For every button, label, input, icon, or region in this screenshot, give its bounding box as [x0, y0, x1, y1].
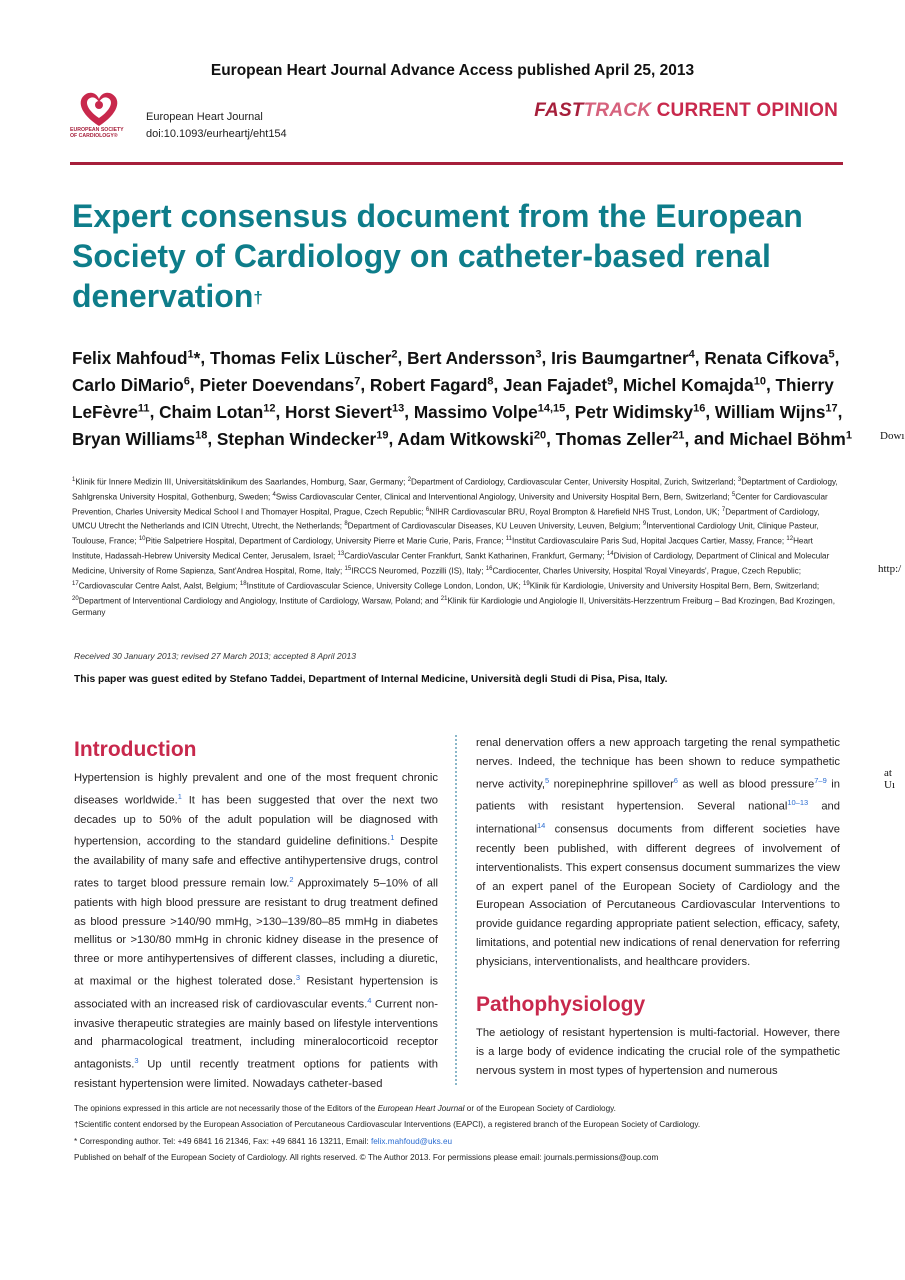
author-affiliation-ref: 4	[688, 348, 695, 360]
margin-text-at: at Uı	[884, 767, 895, 791]
citation-ref: 3	[134, 1056, 139, 1066]
author-name: Thomas Zeller	[555, 429, 673, 450]
author-affiliation-ref: 16	[693, 402, 706, 415]
author-name: Pieter Doevendans	[199, 374, 355, 395]
affiliations	[72, 474, 844, 619]
margin-text-url[interactable]: http:/	[878, 563, 902, 575]
body-text: consensus documents from different societies have recently been published, with different degrees of involvement of interventionalists. This expert consensus document summarizes the view of an expert panel of the European Society of Cardiology and the European Association of Percutaneous Cardiovascular Interventions to provide guidance regarding appropriate patient selection, efficacy, safety, limitations, and potential new indications of renal denervation for referring physicians, interventionalists, and healthcare providers.	[476, 823, 840, 969]
author-name: Bert Andersson	[407, 347, 536, 368]
affiliation-text: Swiss Cardiovascular Center, Clinical and Interventional Angiology, University and University Hospital Bern, Bern, Switzerland;	[275, 492, 732, 502]
footnote-opinion	[74, 1101, 844, 1117]
author-affiliation-ref: 18	[195, 429, 208, 442]
section-label	[534, 100, 838, 122]
affiliation-number: 6	[425, 506, 430, 513]
affiliation-number: 20	[72, 595, 79, 602]
corresponding-text: * Corresponding author. Tel: +49 6841 16 21346, Fax: +49 6841 16 13211, Email:	[74, 1136, 371, 1146]
body-text: renal denervation offers a new approach targeting the renal sympathetic nerves. Indeed, the technique has been shown to reduce sympathetic nerve activity,	[476, 737, 840, 791]
affiliation-number: 15	[344, 565, 352, 572]
author-affiliation-ref: 2	[391, 348, 398, 360]
current-opinion: CURRENT OPINION	[651, 100, 838, 121]
affiliation-number: 9	[642, 521, 647, 528]
affiliation-text: Pitie Salpetriere Hospital, Department of Cardiology, University Pierre et Marie Curie, Paris, France;	[145, 536, 506, 546]
received-dates: Received 30 January 2013; revised 27 March 2013; accepted 8 April 2013	[74, 651, 357, 661]
track-word: TRACK	[583, 100, 652, 121]
author-affiliation-ref: 19	[376, 429, 389, 442]
author	[397, 429, 546, 449]
author: Felix Mahfoud$^1$*	[72, 347, 201, 368]
affiliation-text: Interventional Cardiology Unit, Clinique Pasteur, Toulouse, France;	[72, 522, 819, 546]
affiliation-number: 16	[485, 565, 493, 572]
author-affiliation-ref: 12	[263, 402, 276, 415]
affiliation-number: 10	[138, 536, 146, 543]
citation-ref: 10–13	[787, 798, 809, 808]
body-text: Hypertension is highly prevalent and one of the most frequent chronic diseases worldwide.	[74, 772, 438, 807]
pathophysiology-heading: Pathophysiology	[476, 993, 646, 1016]
author	[285, 402, 404, 422]
advance-access-line: European Heart Journal Advance Access published April 25, 2013	[210, 62, 695, 79]
author-name: Michel Komajda	[622, 374, 754, 395]
column-divider	[455, 735, 457, 1085]
citation-ref: 3	[295, 973, 301, 983]
author-affiliation-ref: 21	[672, 429, 685, 442]
author	[159, 402, 275, 422]
article-title	[72, 196, 842, 316]
guest-editor-note: This paper was guest edited by Stefano Taddei, Department of Internal Medicine, Università degli Studi di Pisa, Pisa, Italy.	[74, 674, 668, 685]
pathophysiology-body: The aetiology of resistant hypertension is multi-factorial. However, there is a large body of evidence indicating the crucial role of the sympathetic nervous system in most types of hypertension and numerous	[476, 1027, 840, 1077]
affiliation-text: Institut Cardiovasculaire Paris Sud, Hopital Jacques Cartier, Massy, France;	[511, 536, 787, 546]
title-text: Expert consensus document from the European Society of Cardiology on catheter-based renal denervation	[72, 198, 803, 314]
author-name: William Wijns	[714, 402, 826, 423]
citation-ref: 5	[544, 775, 550, 785]
footnote-journal: European Heart Journal	[377, 1104, 465, 1113]
author-list: Felix Mahfoud$^1$*, Thomas Felix Lüscher$^2$, Bert Andersson$^3$, Iris Baumgartner$^4$, Renata Cifkova$^5$, Carlo DiMario$^6$, Pieter Doevendans$^7$, Robert Fagard$^8$, Jean Fajadet$^9$, Michel Komajda$^{10}$, Thierry LeFèvre$^{11}$, Chaim Lotan$^{12}$, Horst Sievert$^{13}$, Massimo Volpe$^{14,15}$, Petr Widimsky$^{16}$, William Wijns$^{17}$, Bryan Williams$^{18}$, Stephan Windecker$^{19}$, Adam Witkowski$^{20}$, Thomas Zeller$^{21}$, and Michael Böhm$^1$	[72, 347, 852, 450]
author-name: Bryan Williams	[72, 429, 196, 450]
affiliation-text: CardioVascular Center Frankfurt, Sankt Katharinen, Frankfurt, Germany;	[344, 551, 607, 561]
author-name: Jean Fajadet	[503, 374, 608, 395]
affiliation-number: 14	[606, 551, 614, 558]
author-name: Thomas Felix Lüscher	[209, 347, 392, 368]
affiliation-number: 19	[523, 580, 530, 587]
author-name: Michael Böhm	[729, 429, 846, 450]
author-name: Adam Witkowski	[397, 429, 534, 450]
author-name: Carlo DiMario	[72, 374, 184, 395]
logo-caption: EUROPEAN SOCIETY OF CARDIOLOGY®	[70, 127, 124, 139]
author	[623, 375, 766, 395]
affiliation-number: 8	[344, 521, 348, 528]
author-name: Renata Cifkova	[704, 347, 829, 368]
author	[72, 429, 207, 449]
body-text: as well as blood pressure	[677, 778, 815, 791]
body-text: norepinephrine spillover	[549, 778, 674, 791]
author	[414, 402, 565, 422]
body-text: Up until recently treatment options for patients with resistant hypertension were limited. Nowadays catheter-based	[74, 1059, 438, 1090]
author-affiliation-ref: 10	[753, 375, 766, 388]
citation-ref: 4	[367, 995, 372, 1005]
body-text: Despite the availability of many safe and effective antihypertensive drugs, control rates to target blood pressure remain low.	[74, 836, 438, 890]
author	[503, 375, 613, 395]
author	[729, 429, 852, 449]
author-affiliation-ref: 20	[533, 429, 547, 442]
body-text: in patients with resistant hypertension. Several national	[476, 778, 840, 814]
journal-info	[146, 109, 287, 143]
affiliation-number: 21	[440, 595, 448, 602]
author	[199, 375, 360, 395]
body-text: Approximately 5–10% of all patients with high blood pressure are resistant to drug treatment defined as blood pressure >140/90 mmHg, >130–139/80–85 mmHg in diabetes mellitus or >130/80 mmHg in chronic kidney disease in the presence of three or more antihypertensives of different classes, including a diuretic, at maximal or the highest tolerated dose.	[74, 877, 438, 988]
affiliation-number: 7	[721, 506, 726, 513]
author	[715, 402, 838, 422]
journal-name: European Heart Journal	[146, 111, 263, 123]
affiliation-text: Cardiovascular Centre Aalst, Aalst, Belgium;	[78, 581, 240, 591]
author-affiliation-ref: 17	[825, 402, 838, 415]
citation-ref: 2	[289, 875, 294, 884]
footnotes	[74, 1101, 844, 1166]
body-text: Resistant hypertension is associated with an increased risk of cardiovascular events.	[74, 976, 439, 1011]
author	[556, 429, 685, 449]
affiliation-text: Cardiocenter, Charles University, Hospital 'Royal Vineyards', Prague, Czech Republic;	[492, 566, 801, 576]
introduction-body-continued	[476, 734, 840, 972]
author-affiliation-ref: 6	[183, 375, 190, 388]
citation-ref: 1	[390, 833, 395, 843]
affiliation-text: Department of Cardiovascular Diseases, KU Leuven University, Leuven, Belgium;	[347, 522, 643, 532]
doi: doi:10.1093/eurheartj/eht154	[146, 128, 287, 140]
author-name: Massimo Volpe	[413, 402, 538, 423]
footnote-published: Published on behalf of the European Society of Cardiology. All rights reserved. © The Author 2013. For permissions please email: journals.permissions@oup.com	[74, 1152, 659, 1162]
author-name: Iris Baumgartner	[551, 347, 689, 368]
introduction-body	[74, 769, 438, 1094]
citation-ref: 14	[536, 821, 546, 831]
author	[210, 348, 398, 368]
author	[72, 375, 190, 395]
author-affiliation-ref: 3	[535, 348, 542, 360]
affiliation-text: Center for Cardiovascular Prevention, Charles University Medical School I and Thomayer Hospital, Prague, Czech Republic;	[72, 492, 828, 517]
author	[704, 348, 834, 368]
affiliation-number: 5	[731, 491, 736, 498]
header-rule	[70, 162, 843, 165]
affiliation-number: 11	[505, 536, 512, 543]
affiliation-text: Department of Cardiology, Cardiovascular Center, University Hospital, Zurich, Switzerland;	[411, 477, 738, 487]
footnote-opinion-b: or of the European Society of Cardiology.	[464, 1104, 616, 1113]
affiliation-number: 3	[737, 477, 742, 483]
affiliation-text: Deptartment of Cardiology, Sahlgrenska University Hospital, Gothenburg, Sweden;	[72, 477, 838, 502]
affiliation-text: Department of Interventional Cardiology and Angiology, Institute of Cardiology, Warsaw, Poland; and	[78, 596, 441, 606]
margin-text-download: Dowı	[880, 430, 905, 442]
title-mark: †	[253, 288, 263, 307]
footnote-opinion-a: The opinions expressed in this article are not necessarily those of the Editors of the	[74, 1104, 378, 1113]
affiliation-text: Heart Institute, Hadassah-Hebrew University Medical Center, Jerusalem, Israel;	[72, 536, 813, 561]
affiliation-text: Klinik für Kardiologie, University and University Hospital Bern, Bern, Switzerland;	[529, 581, 820, 591]
body-text: It has been suggested that over the next two decades up to 50% of the adult population will be diagnosed with hypertension, according to the standard guideline definitions.	[74, 794, 438, 849]
affiliation-number: 1	[72, 477, 76, 483]
affiliation-number: 17	[72, 580, 79, 587]
affiliation-number: 13	[337, 551, 345, 558]
affiliation-text: Department of Cardiology, UMCU Utrecht the Netherlands and ICIN Utrecht, Utrecht, the Netherlands;	[72, 507, 820, 532]
affiliation-text: IRCCS Neuromed, Pozzilli (IS), Italy;	[351, 566, 486, 576]
affiliation-text: Klinik für Kardiologie und Angiologie II, Universitäts-Herzzentrum Freiburg – Bad Krozingen, Bad Krozingen, Germany	[72, 596, 835, 618]
body-text: Current non-invasive therapeutic strategies are mainly based on lifestyle interventions and pharmacological treatment, including mineralocorticoid receptor antagonists.	[74, 998, 438, 1072]
fast-word: FAST	[534, 100, 584, 121]
affiliation-number: 4	[272, 491, 276, 498]
author-name: Felix Mahfoud	[72, 347, 188, 368]
author-affiliation-ref: 13	[392, 402, 405, 415]
affiliation-text: Division of Cardiology, Department of Clinical and Molecular Medicine, University of Rome Sapienza, Sant'Andrea Hospital, Rome, Italy;	[72, 551, 830, 576]
email-link[interactable]: felix.mahfoud@uks.eu	[370, 1136, 453, 1146]
citation-ref: 6	[673, 775, 678, 785]
author-name: Robert Fagard	[369, 374, 488, 395]
affiliation-text: Institute of Cardiovascular Science, University College London, London, UK;	[246, 581, 523, 591]
author	[370, 375, 494, 395]
footnote-dagger: †Scientific content endorsed by the European Association of Percutaneous Cardiovascular Interventions (EAPCI), a registered branch of the European Society of Cardiology.	[74, 1120, 701, 1130]
author-name: Horst Sievert	[285, 402, 393, 423]
author-affiliation-ref: 1	[187, 348, 194, 360]
citation-ref: 1	[177, 791, 182, 801]
author-affiliation-ref: 14,15	[537, 402, 566, 415]
affiliation-number: 18	[239, 580, 247, 587]
author-affiliation-ref: 9	[607, 375, 614, 388]
esc-heart-logo	[70, 88, 128, 158]
author-name: Petr Widimsky	[574, 402, 694, 423]
introduction-heading: Introduction	[74, 738, 197, 761]
author	[407, 348, 541, 368]
affiliation-text: Klinik für Innere Medizin III, Universitätsklinikum des Saarlandes, Homburg, Saar, Germany;	[75, 477, 408, 487]
affiliation-number: 12	[786, 536, 794, 543]
affiliation-text: NIHR Cardiovascular BRU, Royal Brompton & Harefield NHS Trust, London, UK;	[429, 507, 722, 517]
affiliation-number: 2	[407, 477, 412, 483]
author-affiliation-ref: 1	[845, 429, 852, 442]
author-affiliation-ref: 5	[828, 348, 835, 360]
footnote-corresponding	[74, 1134, 844, 1150]
author-affiliation-ref: 7	[354, 375, 361, 388]
author-name: Thierry LeFèvre	[72, 374, 834, 423]
author-affiliation-ref: 11	[137, 402, 150, 415]
author-name: Stephan Windecker	[216, 429, 377, 450]
author	[217, 429, 389, 449]
author-name: Chaim Lotan	[159, 402, 264, 423]
body-text: and international	[476, 801, 840, 836]
author-affiliation-ref: 8	[487, 375, 494, 388]
author	[551, 348, 695, 368]
citation-ref: 7–9	[814, 775, 827, 785]
author	[575, 402, 706, 422]
